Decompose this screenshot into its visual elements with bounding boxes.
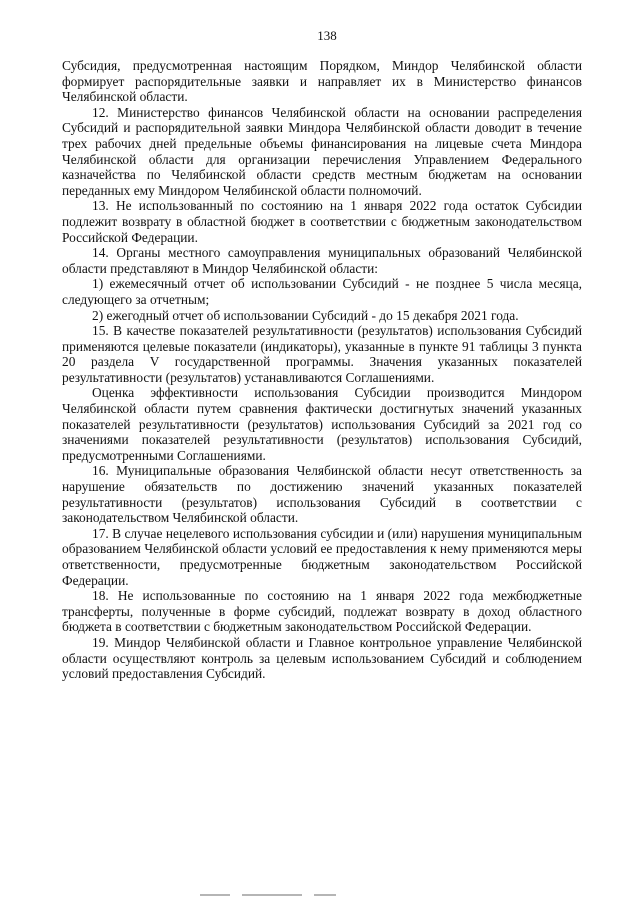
paragraph-17: 17. В случае нецелевого использования субсидии и (или) нарушения муниципальным образованием Челябинской области условий ее предоставления к нему применяются меры ответственности, предусмотренные бюджетным законодательством Российской Федерации. — [62, 525, 582, 588]
document-page — [62, 28, 582, 682]
paragraph-continuation: Субсидия, предусмотренная настоящим Порядком, Миндор Челябинской области формирует распорядительные заявки и направляет их в Министерство финансов Челябинской области. — [62, 58, 582, 105]
scan-artifact — [200, 894, 400, 897]
paragraph-14-item-2: 2) ежегодный отчет об использовании Субсидий - до 15 декабря 2021 года. — [92, 307, 519, 323]
paragraph-15-evaluation: Оценка эффективности использования Субсидии производится Миндором Челябинской области путем сравнения фактически достигнутых значений указанных показателей результативности (результатов) использования Субсидий за 2021 год со значениями показателей результативности (результатов) использования Субсидий, предусмотренными Соглашениями. — [62, 385, 582, 463]
paragraph-12: 12. Министерство финансов Челябинской области на основании распределения Субсидий и распорядительной заявки Миндора Челябинской области доводит в течение трех рабочих дней предельные объемы финансирования на лицевые счета Миндора Челябинской области для организации перечисления Управлением Федерального казначейства по Челябинской области средств местным бюджетам на основании переданных ему Миндором Челябинской области полномочий. — [62, 104, 582, 198]
paragraph-15: 15. В качестве показателей результативности (результатов) использования Субсидий применяются целевые показатели (индикаторы), указанные в пункте 91 таблицы 3 пункта 20 раздела V государственной программы. Значения указанных показателей результативности (результатов) устанавливаются Соглашениями. — [62, 323, 582, 385]
paragraph-18: 18. Не использованные по состоянию на 1 января 2022 года межбюджетные трансферты, полученные в форме субсидий, подлежат возврату в доход областного бюджета в соответствии с бюджетным законодательством Российской Федерации. — [62, 588, 582, 635]
paragraph-14-item-1: 1) ежемесячный отчет об использовании Субсидий - не позднее 5 числа месяца, следующего за отчетным; — [62, 276, 582, 307]
paragraph-13: 13. Не использованный по состоянию на 1 января 2022 года остаток Субсидии подлежит возврату в областной бюджет в соответствии с бюджетным законодательством Российской Федерации. — [62, 198, 582, 245]
paragraph-14: 14. Органы местного самоуправления муниципальных образований Челябинской области представляют в Миндор Челябинской области: — [62, 245, 582, 276]
page-number: 138 — [317, 28, 337, 43]
paragraph-16: 16. Муниципальные образования Челябинской области несут ответственность за нарушение обязательств по достижению значений указанных показателей результативности (результатов) использования Субсидий в соответствии с законодательством Челябинской области. — [62, 463, 582, 526]
paragraph-19: 19. Миндор Челябинской области и Главное контрольное управление Челябинской области осуществляют контроль за целевым использованием Субсидий и соблюдением условий предоставления Субсидий. — [62, 634, 582, 682]
